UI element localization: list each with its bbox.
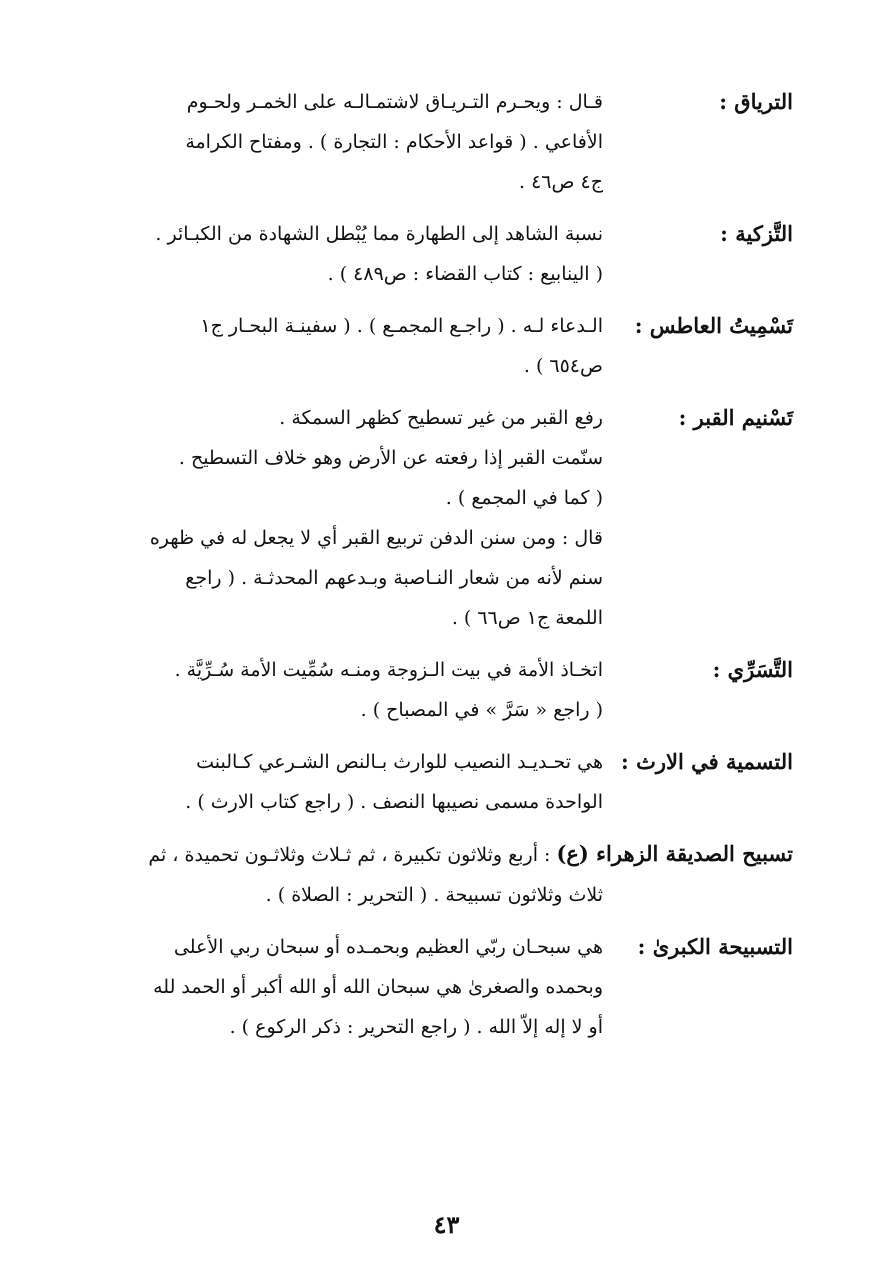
entry-term: التَّسَرِّي : bbox=[712, 657, 793, 682]
entry-term: تسبيح الصديقة الزهراء (ع) bbox=[556, 841, 793, 866]
definition-line: ( الينابيع : كتاب القضاء : ص٤٨٩ ) . bbox=[327, 263, 603, 285]
definition-line: ( راجع « سَرَّ » في المصباح ) . bbox=[360, 699, 603, 721]
definition-line: قال : ومن سنن الدفن تربيع القبر أي لا يجعل له في ظهره bbox=[149, 527, 603, 549]
definition-line: الأفاعي . ( قواعد الأحكام : التجارة ) . ومفتاح الكرامة bbox=[185, 131, 603, 153]
definition-line: قـال : ويحـرم التـريـاق لاشتمـالـه على الخمـر ولحـوم bbox=[186, 91, 603, 113]
definition-line: رفع القبر من غير تسطيح كظهر السمكة . bbox=[279, 407, 603, 429]
definition-line: اللمعة ج١ ص٦٦ ) . bbox=[451, 607, 603, 629]
entry-definition bbox=[83, 82, 603, 202]
definition-line: هي تحـديـد النصيب للوارث بـالنص الشـرعي كـالبنت bbox=[196, 751, 603, 773]
definition-line: ثلاث وثلاثون تسبيحة . ( التحرير : الصلاة ) . bbox=[265, 884, 603, 906]
entry-tazkiya bbox=[83, 214, 793, 294]
definition-line: أو لا إله إلاّ الله . ( راجع التحرير : ذكر الركوع ) . bbox=[229, 1016, 603, 1038]
entry-tasbiha-al-kubra bbox=[83, 927, 793, 1047]
entry-definition bbox=[83, 214, 603, 294]
definition-line: وبحمده والصغرىٰ هي سبحان الله أو الله أكبر أو الحمد لله bbox=[153, 976, 603, 998]
entry-term: التَّزكية : bbox=[720, 221, 793, 246]
definition-line: هي سبحـان ربّي العظيم وبحمـده أو سبحان ربي الأعلى bbox=[173, 936, 603, 958]
entry-tasmiya-fil-irth bbox=[83, 742, 793, 822]
definition-line: سنم لأنه من شعار النـاصبة وبـدعهم المحدثـة . ( راجع bbox=[185, 567, 603, 589]
definition-rest bbox=[83, 875, 603, 915]
entry-definition bbox=[83, 650, 603, 730]
entry-tiryaq bbox=[83, 82, 793, 202]
page-number: ٤٣ bbox=[433, 1210, 460, 1239]
entry-definition bbox=[83, 742, 603, 822]
entry-definition bbox=[83, 834, 793, 915]
entry-term: التسمية في الارث : bbox=[621, 749, 793, 774]
definition-line: سنّمت القبر إذا رفعته عن الأرض وهو خلاف التسطيح . bbox=[178, 447, 603, 469]
entry-term: تَسْنيم القبر : bbox=[678, 405, 793, 430]
entry-tasnim-al-qabr bbox=[83, 398, 793, 638]
definition-first-line bbox=[83, 834, 793, 875]
definition-line: الـدعاء لـه . ( راجـع المجمـع ) . ( سفينـة البحـار ج١ bbox=[200, 315, 603, 337]
entry-tasbih-al-zahra bbox=[83, 834, 793, 915]
definition-line: اتخـاذ الأمة في بيت الـزوجة ومنـه سُمِّيت الأمة سُـرِّيَّة . bbox=[174, 659, 603, 681]
definition-line: نسبة الشاهد إلى الطهارة مما يُبْطل الشهادة من الكبـائر . bbox=[155, 223, 603, 245]
entry-definition bbox=[83, 398, 603, 638]
definition-line: ج٤ ص٤٦ . bbox=[518, 171, 603, 193]
entry-tasmit-al-atis bbox=[83, 306, 793, 386]
definition-line: : أربع وثلاثون تكبيرة ، ثم ثـلاث وثلاثـون تحميدة ، ثم bbox=[148, 844, 557, 866]
definition-line: ( كما في المجمع ) . bbox=[445, 487, 603, 509]
entry-definition bbox=[83, 927, 603, 1047]
entry-definition bbox=[83, 306, 603, 386]
entry-term: الترياق : bbox=[719, 89, 793, 114]
dictionary-page bbox=[83, 82, 793, 1059]
definition-line: الواحدة مسمى نصيبها النصف . ( راجع كتاب الارث ) . bbox=[185, 791, 603, 813]
entry-term: التسبيحة الكبرىٰ : bbox=[637, 934, 793, 959]
entry-term: تَسْمِيتُ العاطس : bbox=[634, 313, 793, 338]
definition-line: ص٦٥٤ ) . bbox=[523, 355, 603, 377]
entry-tasarri bbox=[83, 650, 793, 730]
